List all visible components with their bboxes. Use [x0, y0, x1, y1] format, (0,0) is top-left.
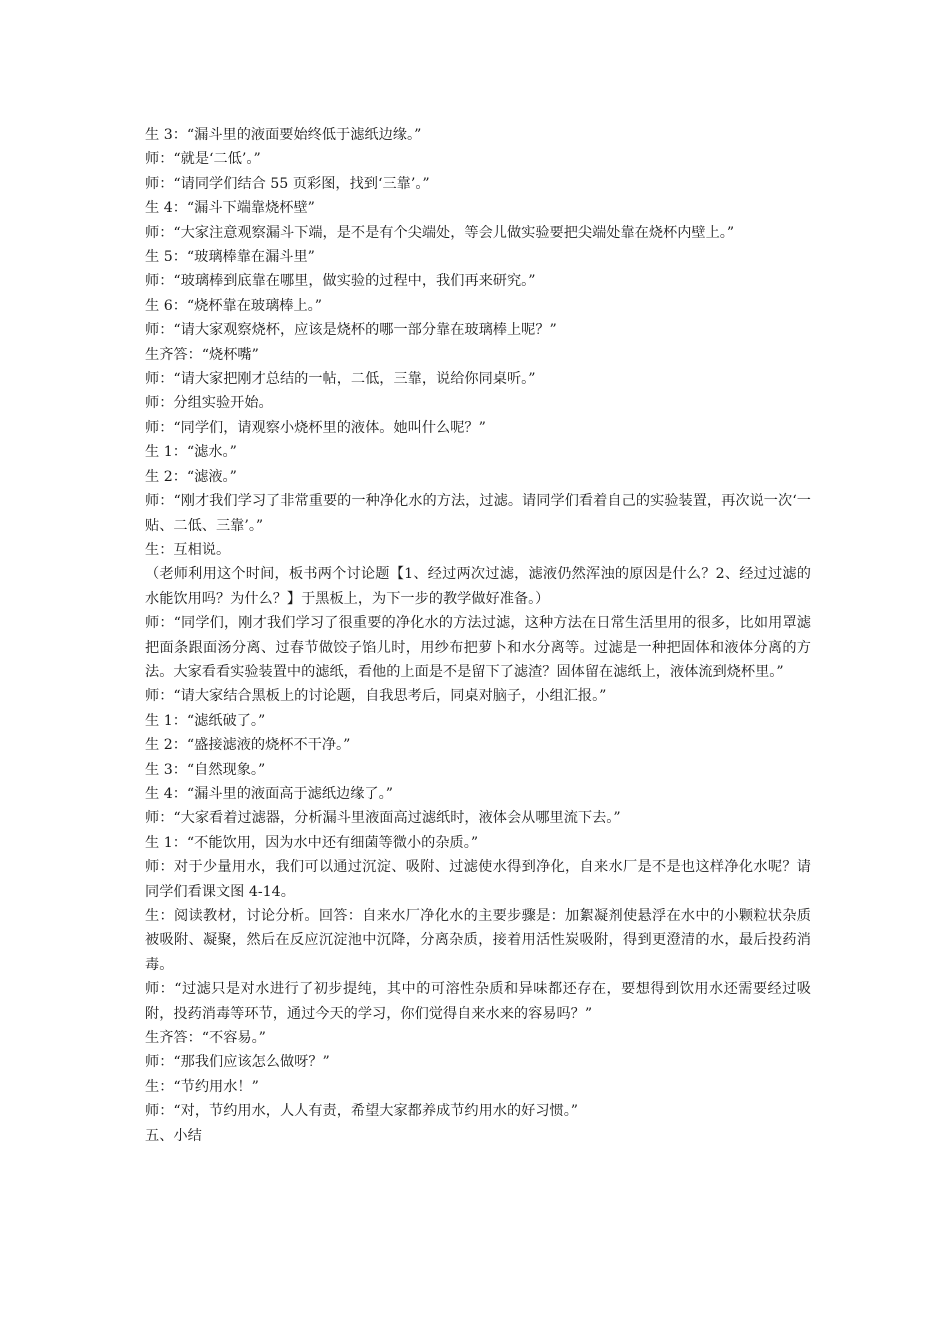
paragraph: 师：“玻璃棒到底靠在哪里，做实验的过程中，我们再来研究。”	[145, 273, 536, 290]
paragraph: 生齐答：“烧杯嘴”	[145, 346, 259, 363]
paragraph: 生 3：“漏斗里的液面要始终低于滤纸边缘。”	[145, 127, 422, 143]
paragraph: 生 5：“玻璃棒靠在漏斗里”	[145, 249, 315, 266]
paragraph: 师：“那我们应该怎么做呀？”	[145, 1054, 330, 1071]
paragraph: 师：“同学们，请观察小烧杯里的液体。她叫什么呢？”	[145, 419, 486, 436]
paragraph: 生 2：“盛接滤液的烧杯不干净。”	[145, 737, 351, 754]
paragraph: 师：“请大家观察烧杯，应该是烧杯的哪一部分靠在玻璃棒上呢？”	[145, 322, 557, 339]
paragraph: 生 1：“滤水。”	[145, 444, 237, 461]
paragraph: （老师利用这个时间，板书两个讨论题【1、经过两次过滤，滤液仍然浑浊的原因是什么？2、经过过滤的水能饮用吗？为什么？】于黑板上，为下一步的教学做好准备。）	[145, 566, 811, 607]
paragraph: 生 1：“滤纸破了。”	[145, 712, 266, 729]
paragraph: 师：“请同学们结合 55 页彩图，找到‘三靠’。”	[145, 175, 430, 192]
paragraph: 生：互相说。	[145, 541, 231, 558]
paragraph: 师：“同学们，刚才我们学习了很重要的净化水的方法过滤，这种方法在日常生活里用的很多，比如用罩滤把面条跟面汤分离、过春节做饺子馅儿时，用纱布把萝卜和水分离等。过滤是一种把固体和液体分离的方法。大家看看实验装置中的滤纸，看他的上面是不是留下了滤渣？固体留在滤纸上，液体流到烧杯里。”	[145, 615, 811, 680]
paragraph: 生 6：“烧杯靠在玻璃棒上。”	[145, 297, 323, 314]
paragraph: 师：“大家看着过滤器，分析漏斗里液面高过滤纸时，液体会从哪里流下去。”	[145, 810, 621, 827]
paragraph: 生 4：“漏斗里的液面高于滤纸边缘了。”	[145, 785, 393, 802]
paragraph: 生齐答：“不容易。”	[145, 1030, 266, 1047]
paragraph: 生：阅读教材，讨论分析。回答：自来水厂净化水的主要步骤是：加絮凝剂使悬浮在水中的小颗粒状杂质被吸附、凝聚，然后在反应沉淀池中沉降，分离杂质，接着用活性炭吸附，得到更澄清的水，最后投药消毒。	[145, 908, 811, 973]
paragraph: 师：“请大家结合黑板上的讨论题，自我思考后，同桌对脑子，小组汇报。”	[145, 688, 607, 705]
paragraph: 师：“请大家把刚才总结的一帖，二低，三靠，说给你同桌听。”	[145, 371, 536, 388]
paragraph: 生 2：“滤液。”	[145, 468, 237, 485]
paragraph: 师：“就是‘二低’。”	[145, 151, 261, 168]
paragraph: 师：分组实验开始。	[145, 395, 273, 412]
section-heading: 五、小结	[145, 1127, 202, 1144]
paragraph: 生 4：“漏斗下端靠烧杯壁”	[145, 200, 315, 217]
paragraph: 生：“节约用水！”	[145, 1078, 259, 1095]
paragraph: 生 3：“自然现象。”	[145, 761, 266, 778]
paragraph: 师：对于少量用水，我们可以通过沉淀、吸附、过滤使水得到净化，自来水厂是不是也这样净化水呢？请同学们看课文图 4-14。	[145, 859, 811, 900]
document-body	[145, 123, 811, 1148]
paragraph: 生 1：“不能饮用，因为水中还有细菌等微小的杂质。”	[145, 834, 479, 851]
paragraph: 师：“对，节约用水，人人有责，希望大家都养成节约用水的好习惯。”	[145, 1103, 579, 1120]
paragraph: 师：“大家注意观察漏斗下端，是不是有个尖端处，等会儿做实验要把尖端处靠在烧杯内壁上。”	[145, 224, 735, 241]
paragraph: 师：“刚才我们学习了非常重要的一种净化水的方法，过滤。请同学们看着自己的实验装置，再次说一次‘一贴、二低、三靠’。”	[145, 493, 811, 534]
paragraph: 师：“过滤只是对水进行了初步提纯，其中的可溶性杂质和异味都还存在，要想得到饮用水还需要经过吸附，投药消毒等环节，通过今天的学习，你们觉得自来水来的容易吗？”	[145, 981, 811, 1022]
